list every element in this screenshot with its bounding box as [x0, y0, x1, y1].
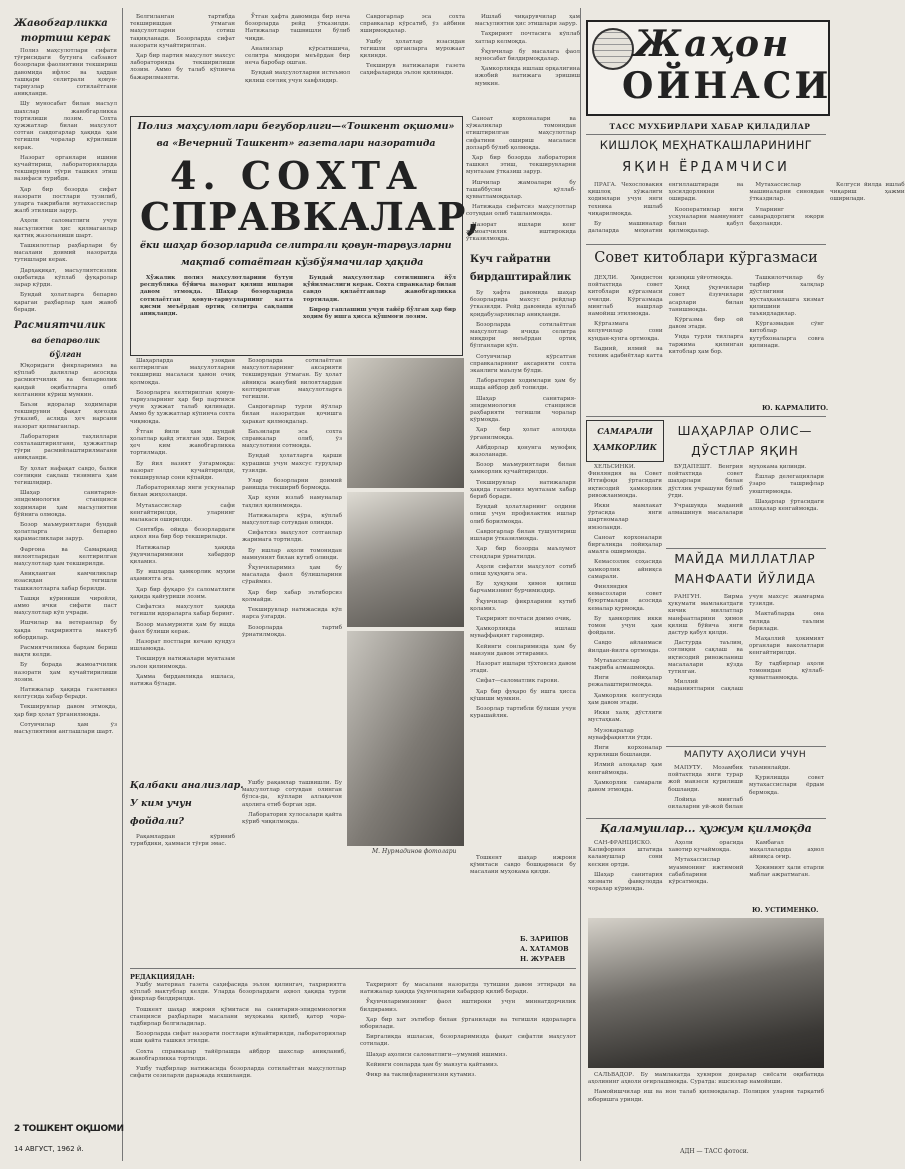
photo-right [588, 918, 824, 1068]
center-col-c: Бу ҳафта давомида шаҳар бозорларида махсус рейдлар ўтказилди. Рейд давомида кўплаб қоидабузарликлар аниқланди. Бозорларда сотилаётган маҳсулотлар ичида селитра миқдори меъёрдан ортиқ бўлганлари кўп. Сотувчилар кўрсатган справкаларнинг аксарияти сохта эканлиги маълум бўлди. Лаборатория ходимлари ҳам бу ишда айбдор деб топилди. Шаҳар санитария-эпидемиология станцияси раҳбарияти тегишли чоралар кўрмоқда. Ҳар бир ҳолат алоҳида ўрганилмоқда. Айбдорлар қонунга мувофиқ жазоланади. Бозор маъмуриятлари билан ҳамкорлик кучайтирилди. Текширувлар натижалари ҳақида газетамиз мунтазам хабар бериб боради. Бундай ҳолатларнинг олдини олиш учун профилактик ишлар олиб борилмоқда. Савдогарлар билан тушунтириш ишлари ўтказилмоқда. Ҳар бир бозорда маълумот стендлари ўрнатилди. Аҳоли сифатли маҳсулот сотиб олиш ҳуқуқига эга. Бу ҳуқуқни ҳимоя қилиш барчамизнинг бурчимиздир. Ўқувчилар фикрларини кутиб қоламиз. Таҳририят почтаси доимо очиқ. Ҳамкорликда ишлаш муваффақият гаровидир. Кейинги сонларимизда ҳам бу мавзуни давом эттирамиз. Назорат ишлари тўхтовсиз давом этади. Сифат—саломатлик гарови. Ҳар бир фуқаро бу ишга ҳисса қўшиши мумкин. Бозорлар тартибли бўлиши учун курашайлик. [470, 290, 576, 720]
masthead-globe-icon [592, 28, 634, 70]
big-title-line2: СПРАВКАЛАР, [140, 194, 481, 239]
agency-line: ТАСС МУХБИРЛАРИ ХАБАР ҚИЛАДИЛАР [609, 122, 811, 131]
left-section1-body: Полиз маҳсулотлари сифати тўғрисидаги бутунга сабзавот бозорлари фаолиятини текшириш давомида ифлос ва ҳаддан ташқари селитрали қовун-тарвузлар сотилаётгани аниқланди. Шу муносабат билан масъул шахслар жавобгарликка тортилиши лозим. Сохта ҳужжатлар билан маҳсулот сотган савдогарлар ҳақида ҳам тегишли чоралар кўрилиши керак. Назорат органлари ишини кучайтириш, лабораторияларда текширувни тўғри ташкил этиш вазифаси турибди. Ҳар бир бозорда сифат назорати постлари тузилиб, уларга тажрибали мутахассислар жалб этилиши зарур. Аҳоли саломатлиги учун масъулиятни ҳис қилмаганлар қаттиқ жазоланиши шарт. Ташкилотлар раҳбарлари бу масалани доимий назоратда тутишлари керак. Дарҳақиқат, масъулиятсизлик оқибатида кўплаб фуқаролар зарар кўрди. Бундай ҳолатларга бепарво қараган раҳбарлар ҳам жавоб беради. [14, 48, 117, 313]
right-article-5: МАПУТУ. Мозамбик пойтахтида янги турар жой мавзеси қурилиши бошланди. Лойиҳа минглаб оилаларни уй-жой билан таъминлайди. Қурилишда совет мутахассислари ёрдам бермоқда. [668, 765, 824, 811]
right-article-3: БУДАПЕШТ. Венгрия пойтахтида совет шаҳарлари билан дўстлик учрашуви бўлиб ўтди. Учрашувда маданий алмашинув масалалари муҳокама қилинди. Ёшлар делегациялари ўзаро ташрифлар уюштирмоқда. Шаҳарлар ўртасидаги алоқалар кенгаймоқда. [668, 464, 824, 517]
center-top-text: Белгиланган тартибда текширишдан ўтмаган маҳсулотларни сотиш тақиқланади. Бозорларда сифат назорати кучайтирилган. Ҳар бир партия маҳсулот махсус лабораторияда текширилиши лозим. Аммо бу талаб кўпинча бажарилмаяпти. Ўтган ҳафта давомида бир неча бозорларда рейд ўтказилди. Натижалар ташвишли бўлиб чиқди. Анализлар кўрсатишича, селитра миқдори меъёрдан бир неча баробар ошган. Бундай маҳсулотларни истеъмол қилиш соғлиқ учун хавфлидир. Савдогарлар эса сохта справкалар кўрсатиб, ўз айбини яширмоқдалар. Ушбу ҳолатлар юзасидан тегишли органларга мурожаат қилинди. Текширув натижалари газета саҳифаларида эълон қилинади. Ишлаб чиқарувчилар ҳам масъулиятни ҳис этишлари зарур. Таҳририят почтасига кўплаб хатлар келмоқда. Ўқувчилар бу масалага фаол муносабат билдирмоқдалар. Ҳамкорликда ишлаш орқалигина ижобий натижага эришиш мумкин. [130, 14, 580, 87]
center-col-b-bottom: Ушбу рақамлар ташвишли. Бу маҳсулотлар сотувдан олинган бўлса-да, кўплари аллақачон аҳолига етиб борган эди. Лаборатория хулосалари қайта кўриб чиқилмоқда. [242, 780, 342, 826]
photo-1 [347, 358, 464, 488]
photo-caption: М. Нурмадинов фотолари [372, 848, 457, 855]
headline5: МАПУТУ АҲОЛИСИ УЧУН [683, 750, 807, 760]
feature-lead: Хўжалик полиз маҳсулотларини бутун республика бўйича назорат қилиш ишлари давом этмоқда. Шаҳар бозорларида сотилаётган қовун-тарвузларнинг катта қисми меъёрдан ортиқ селитра сақлаши аниқланди. Бундай маҳсулотлар сотилишига йўл қўйилмаслиги керак. Сохта справкалар билан савдо қилаётганлар жавобгарликка тортилади. Бирор гаплашиш учун тайёр бўлган ҳар бир ходим бу ишга ҳисса қўшмоғи лозим. [140, 275, 456, 321]
rule-right-3 [586, 416, 826, 417]
signature-ustimenko: Ю. УСТИМЕНКО. [752, 906, 819, 914]
editorial-body: Ушбу материал газета саҳифасида эълон қилингач, таҳририятга кўплаб мактублар келди. Уларда бозорлардаги аҳвол ҳақида турли фикрлар билдирилди. Тошкент шаҳар ижроия қўмитаси ва санитария-эпидемиология станцияси раҳбарлари масалани муҳокама қилиб, қатор чора-тадбирлар белгиладилар. Бозорларда сифат назорати постлари кўпайтирилди, лабораториялар иши қайта ташкил этилди. Сохта справкалар тайёрлашда айбдор шахслар аниқланиб, жавобгарликка тортилди. Ушбу тадбирлар натижасида бозорларда сотилаётган маҳсулотлар сифати сезиларли даражада яхшиланди. Таҳририят бу масалани назоратда тутишни давом эттиради ва натижалар ҳақида ўқувчиларни хабардор қилиб боради. Ўқувчиларимизнинг фаол иштироки учун миннатдорчилик билдирамиз. Ҳар бир хат эътибор билан ўрганилади ва тегишли идораларга юборилади. Биргаликда ишласак, бозорларимизда фақат сифатли маҳсулот сотилади. Шаҳар аҳолиси саломатлиги—умумий ишимиз. Кейинги сонларда ҳам бу мавзуга қайтамиз. Фикр ва таклифларингизни кутамиз. [130, 982, 576, 1080]
left-column [14, 18, 117, 739]
headline6: Қаламушлар... ҳужум қилмоқда [600, 822, 812, 835]
deck-line2: мақтаб сотаётган кўзбўямачилар ҳақида [180, 257, 424, 268]
deck-line1: ёки шаҳар бозорларида селитрали қовун-тарвузларни [140, 240, 452, 251]
rule-right-4 [666, 548, 826, 549]
right-article-6: САН-ФРАНЦИСКО. Калифорния штатида каламушлар сони кескин ортди. Шаҳар санитария хизмати фавқулодда чоралар кўрмоқда. Аҳоли орасида хавотир кучаймоқда. Мутахассислар муаммонинг ижтимоий сабабларини кўрсатмоқда. Камбағал маҳаллаларда аҳвол айниқса оғир. Ҳокимият ҳали етарли маблағ ажратмаган. [588, 840, 824, 893]
rule-right [580, 8, 581, 1161]
q-heading-3: фойдали? [130, 816, 184, 827]
masthead-line1: Жаҳон [634, 23, 792, 65]
center-col-a: Шаҳарларда узоқдан келтирилган маҳсулотларни текшириш масаласи ҳамон очиқ қолмоқда. Бозорларга келтирилган қовун-тарвузларнинг ҳар бир партияси учун ҳужжат талаб қилинади. Аммо бу ҳужжатлар кўпинча сохта чиқмоқда. Ўтган йили ҳам шундай ҳолатлар қайд этилган эди. Бироқ ҳеч ким жавобгарликка тортилмади. Бу йил вазият ўзгармоқда: назорат кучайтирилди, текширувлар сони кўпайди. Лабораториялар янги ускуналар билан жиҳозланди. Мутахассислар сафи кенгайтирилди, уларнинг малакаси оширилди. Сентябрь ойида бозорлардаги аҳвол яна бир бор текширилади. Натижалар ҳақида ўқувчиларимизни хабардор қиламиз. Бу ишларда ҳамкорлик муҳим аҳамиятга эга. Ҳар бир фуқаро ўз саломатлиги ҳақида қайғуриши лозим. Сифатсиз маҳсулот ҳақида тегишли идораларга хабар беринг. Бозор маъмурияти ҳам бу ишда фаол бўлиши керак. Назорат постлари кечаю кундуз ишламоқда. Текширув натижалари мунтазам эълон қилинмоқда. Ҳамма бирдамликда ишласа, натижа бўлади. [130, 358, 235, 687]
headline4-line1: МАЙДА МИЛЛАТЛАР [674, 552, 816, 566]
footer-date: 14 АВГУСТ, 1962 й. [14, 1145, 84, 1153]
rule-left [122, 8, 123, 1161]
left-section2-title: Расмиятчилик [14, 319, 106, 331]
headline4-line2: МАНФААТИ ЙЎЛИДА [674, 572, 816, 586]
q-heading-1: Қалбаки анализлар. [130, 780, 244, 791]
left-section2-body: Юқоридаги фикрларимиз ва кўплаб далиллар асосида расмиятчилик ва бепарволик қандай оқибатларга олиб келганини кўриш мумкин. Баъзи идоралар ходимлари текширувни фақат қоғозда ўтказиб, аслида ҳеч нарсани назорат қилмаганлар. Лаборатория таҳлиллари сохталаштирилгани, ҳужжатлар тўғри расмийлаштирилмагани аниқланди. Бу ҳолат нафақат савдо, балки соғлиқни сақлаш тизимига ҳам тегишлидир. Шаҳар санитария-эпидемиология станцияси ходимлари ҳам масъулиятни бўйнига олмоқда. Бозор маъмуриятлари бундай ҳолатларга бепарво қарамасликлари зарур. Фарғона ва Самарқанд вилоятларидан келтирилган маҳсулотлар ҳам текширилди. Аниқланган камчиликлар юзасидан тегишли ташкилотларга хабар берилди. Ташқи кўриниши чиройли, аммо ички сифати паст маҳсулотлар кўп учради. Ишчилар ва ветеранлар бу ҳақда таҳририятга мактуб юбордилар. Расмиятчиликка барҳам бериш вақти келди. Бу борада жамоатчилик назорати ҳам кучайтирилиши лозим. Натижалар ҳақида газетамиз келгусида хабар беради. Текширувлар давом этмоқда, ҳар бир ҳолат ўрганилмоқда. Сотувчилар ҳам ўз масъулиятини англашлари шарт. [14, 362, 117, 736]
side-box-article: ХЕЛЬСИНКИ. Финляндия ва Совет Иттифоқи ўртасидаги иқтисодий ҳамкорлик ривожланмоқда. Икки мамлакат ўртасида янги шартномалар имзоланди. Саноат корхоналари биргаликда лойиҳалар амалга оширмоқда. Кемасозлик соҳасида ҳамкорлик айниқса самарали. Финляндия кемасозлари совет буюртмалари асосида кемалар қурмоқда. Бу ҳамкорлик икки томон учун ҳам фойдали. Савдо айланмаси йилдан-йилга ортмоқда. Мутахассислар тажриба алмашмоқда. Янги лойиҳалар режалаштирилмоқда. Ҳамкорлик келгусида ҳам давом этади. Икки халқ дўстлиги мустаҳкам. Музокаралар муваффақиятли ўтди. Янги корхоналар қурилиши бошланди. Илмий алоқалар ҳам кенгаймоқда. Ҳамкорлик самарали давом этмоқда. [588, 464, 662, 793]
rule-right-top [586, 134, 826, 135]
side-box-line2: ҲАМКОРЛИК [593, 442, 657, 452]
photo-right-caption-text: САЛЬВАДОР. Бу мамлакатда ҳукмрон доиралар сиёсати оқибатида аҳолининг аҳволи оғирлашмоқда. Суратда: ишсизлар намойиши. Намойишчилар иш ва нон талаб қилмоқдалар. Полиция уларни тарқатиб юборишга уринди. [588, 1072, 824, 1103]
headline1-line1: КИШЛОҚ МЕҲНАТКАШЛАРИНИНГ [599, 138, 813, 152]
q-heading-2: У ким учун [130, 798, 192, 809]
left-section2-subtitle: ва бепарволик [31, 334, 100, 345]
center-col-b: Бозорларда сотилаётган маҳсулотларнинг аксарияти текширувдан ўтмаган. Бу ҳолат айниқса жанубий вилоятлардан келтирилган маҳсулотларга тегишли. Савдогарлар турли йўллар билан назоратдан қочишга ҳаракат қилмоқдалар. Баъзилари эса сохта справкалар олиб, ўз маҳсулотини сотмоқда. Бундай ҳолатларга қарши курашиш учун махсус гуруҳлар тузилди. Улар бозорларни доимий равишда текшириб бормоқда. Ҳар куни юзлаб намуналар таҳлил қилинмоқда. Натижаларга кўра, кўплаб маҳсулотлар сотувдан олинди. Сифатсиз маҳсулот сотганлар жаримага тортилди. Бу ишлар аҳоли томонидан мамнуният билан кутиб олинди. Ўқувчиларимиз ҳам бу масалада фаол бўлишларини сўраймиз. Ҳар бир хабар эътиборсиз қолмайди. Текширувлар натижасида кўп нарса ўзгарди. Бозорларда тартиб ўрнатилмоқда. [242, 358, 342, 638]
photo-3 [347, 631, 464, 846]
signature-hatamov: А. ХАТАМОВ [520, 945, 569, 953]
headline2: Совет китоблари кўргазмаси [594, 250, 818, 266]
left-section2-sub2: бўлган [49, 348, 82, 359]
side-heading-1: Куч гайратни [470, 254, 551, 265]
rule-right-5 [666, 746, 826, 747]
rule-right-2 [586, 244, 826, 245]
right-article-4: РАНГУН. Бирма ҳукумати мамлакатдаги кичик миллатлар манфаатларини ҳимоя қилиш бўйича янги дастур қабул қилди. Дастурда таълим, соғлиқни сақлаш ва иқтисодий ривожланиш масалалари кўзда тутилган. Миллий маданиятларни сақлаш учун махсус жамғарма тузилди. Мактабларда она тилида таълим берилади. Маҳаллий ҳокимият органлари ваколатлари кенгайтирилди. Бу тадбирлар аҳоли томонидан қўллаб-қувватланмоқда. [668, 594, 824, 693]
big-title-line1: 4. СОХТА [170, 153, 423, 198]
headline1-line2: ЯҚИН ЁРДАМЧИСИ [622, 160, 790, 175]
signature-zaripov: Б. ЗАРИПОВ [520, 935, 569, 943]
side-box-line1: САМАРАЛИ [597, 426, 653, 436]
editorial-label: РЕДАКЦИЯДАН: [130, 973, 195, 981]
rule-editorial-top [130, 968, 576, 969]
right-article-1: ПРАГА. Чехословакия қишлоқ хўжалиги ходимлари учун янги техника ишлаб чиқарилмоқда. Бу машиналар далаларда меҳнатни енгиллаштиради ва ҳосилдорликни оширади. Кооперативлар янги ускуналарни мамнуният билан қабул қилмоқдалар. Мутахассислар машиналарни синовдан ўтказдилар. Уларнинг самарадорлиги юқори баҳоланди. Келгуси йилда ишлаб чиқариш ҳажми оширилади. [588, 182, 905, 235]
masthead-line2: ОЙНАСИ [622, 65, 832, 107]
headline3-line2: ДЎСТЛАР ЯҚИН [691, 444, 799, 458]
left-section1-title: Жавобгарликка [14, 18, 108, 29]
signature-karmalito: Ю. КАРМАЛИТО. [762, 404, 829, 412]
left-section1-subtitle: тортиш керак [20, 33, 111, 44]
banner-line2: ва «Вечерний Ташкент» газеталари назоратида [156, 138, 436, 149]
headline3-line1: ШАҲАРЛАР ОЛИС— [677, 424, 813, 438]
footer-logo: 2 ТОШКЕНТ ОҚШОМИ [14, 1124, 124, 1134]
photo-right-credit: АДН — ТАСС фотоси. [680, 1148, 749, 1155]
rule-right-6 [586, 818, 826, 819]
center-col-a-bottom: Рақамлардан кўриниб турибдики, ҳаммаси тўғри эмас. [130, 834, 235, 848]
banner-line1: Полиз маҳсулотлари бегуборлиги—«Тошкент оқшоми» [137, 121, 455, 132]
article-right-of-box: Саноат корхоналари ва хўжаликлар томонидан етиштирилган маҳсулотлар сифатини ошириш масаласи долзарб бўлиб қолмоқда. Ҳар бир бозорда лаборатория ташкил этиш, текширувларни мунтазам ўтказиш зарур. Ишчилар жамоалари бу ташаббусни қўллаб-қувватламоқдалар. Натижада сифатсиз маҳсулотлар сотувдан олиб ташланмоқда. Назорат ишлари кенг жамоатчилик иштирокида ўтказилмоқда. [466, 116, 576, 243]
side-heading-2: бирдаштирайлик [470, 272, 572, 283]
photo-2 [347, 492, 464, 627]
signature-zhuraev: Н. ЖУРАЕВ [520, 955, 566, 963]
center-bottom-right-text: Тошкент шаҳар ижроия қўмитаси савдо бошқармаси бу масалани муҳокама қилди. [470, 855, 576, 876]
right-article-2: ДЕҲЛИ. Ҳиндистон пойтахтида совет китоблари кўргазмаси очилди. Кўргазмада минглаб нашрлар намойиш этилмоқда. Кўргазмага келувчилар сони кундан-кунга ортмоқда. Бадиий, илмий ва техник адабиётлар катта қизиқиш уйғотмоқда. Ҳинд ўқувчилари совет ёзувчилари асарлари билан танишмоқда. Кўргазма бир ой давом этади. Унда турли тилларга таржима қилинган китоблар ҳам бор. Ташкилотчилар бу тадбир халқлар дўстлигини мустаҳкамлашга хизмат қилишини таъкидладилар. Кўргазмадан сўнг китоблар кутубхоналарга совға қилинади. [588, 275, 824, 360]
